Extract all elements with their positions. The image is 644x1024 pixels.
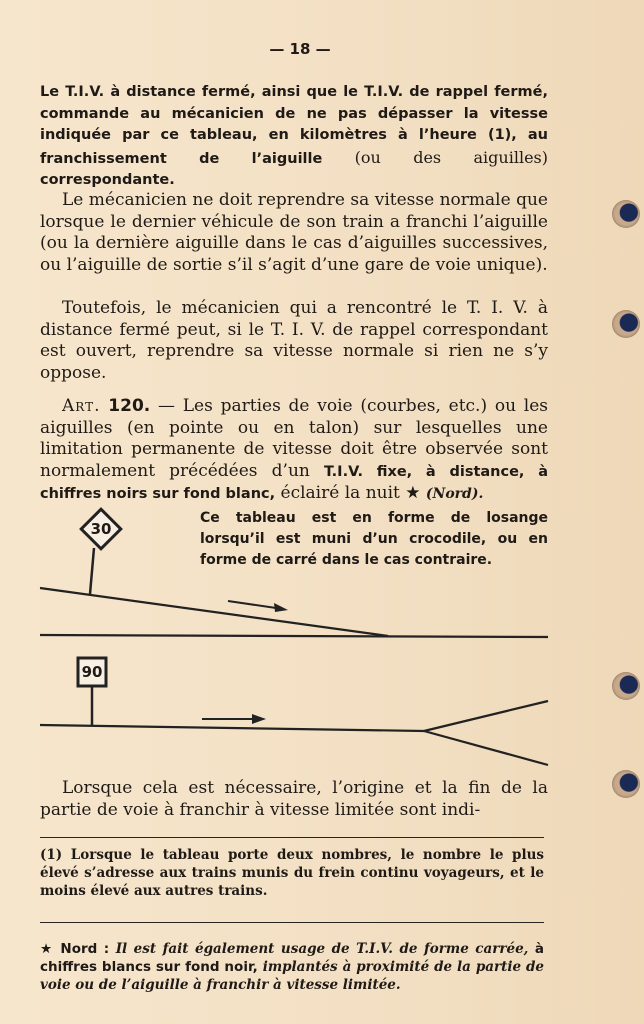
nord-text-2: implantés à proximité de la partie de voie ou de l’aiguille à franchir à vitesse limitée.	[40, 959, 545, 993]
article-number: 120.	[108, 396, 151, 416]
binder-hole	[612, 672, 640, 700]
footnote-divider	[40, 837, 544, 838]
article-bold: T.I.V. fixe, à distance, à chiffres noirs sur fond blanc,	[40, 463, 549, 502]
paragraph-lorsque: Lorsque cela est nécessaire, l’origine et la fin de la partie de voie à franchir à vitesse limitée sont indi-	[40, 778, 548, 820]
nord-bold: à chiffres blancs sur fond noir,	[40, 941, 544, 975]
paragraph-tiv-distance-end: correspondante.	[40, 172, 175, 188]
diagram-note: Ce tableau est en forme de losange lorsqu’il est muni d’un crocodile, ou en forme de carré dans le cas contraire.	[200, 510, 548, 568]
square-sign-value: 90	[81, 663, 103, 681]
main-track	[40, 635, 548, 637]
paragraph-tiv-distance-aside: (ou des aiguilles)	[354, 147, 548, 167]
square-sign-diagram	[40, 658, 548, 765]
article-text: — Les parties de voie (courbes, etc.) ou les aiguilles (en pointe ou en talon) sur lesquelles une limitation permanente de vitesse doit être observée sont normalement précédées d’un	[40, 396, 549, 481]
direction-arrow	[228, 601, 276, 608]
page-number: — 18 —	[269, 40, 331, 58]
footnote-1: (1) Lorsque le tableau porte deux nombres, le nombre le plus élevé s’adresse aux trains munis du frein continu voyageurs, et le moins élevé aux autres trains.	[40, 847, 544, 899]
binder-hole	[612, 770, 640, 798]
diverging-track	[40, 588, 388, 636]
binder-hole	[612, 200, 640, 228]
nord-divider	[40, 922, 544, 923]
nord-text-1: Il est fait également usage de T.I.V. de forme carrée,	[115, 941, 529, 957]
binder-hole	[612, 310, 640, 338]
nord-label: Nord :	[60, 941, 110, 957]
article-label: Art.	[62, 396, 101, 416]
nord-note	[40, 940, 544, 994]
article-text-2: éclairé la nuit	[280, 483, 400, 503]
nord-star-icon: ★	[40, 941, 54, 957]
paragraph-tiv-distance-text: Le T.I.V. à distance fermé, ainsi que le T.I.V. de rappel fermé, commande au mécanicien de ne pas dépasser la vitesse indiquée par ce tableau, en kilomètres à l’heure (1), au franchissement de l’aiguille	[40, 84, 548, 167]
paragraph-toutefois: Toutefois, le mécanicien qui a rencontré le T. I. V. à distance fermé peut, si le T. I. V. de rappel correspondant est ouvert, reprendre sa vitesse normale si rien ne s’y oppose.	[40, 298, 548, 383]
diamond-sign-diagram	[40, 509, 548, 637]
star-icon: ★	[405, 483, 421, 503]
diamond-sign-value: 30	[90, 520, 112, 538]
paragraph-mecanicien: Le mécanicien ne doit reprendre sa vitesse normale que lorsque le dernier véhicule de son train a franchi l’aiguille (ou la dernière aiguille dans le cas d’aiguilles successives, ou l’aiguille de sortie s’il s’agit d’une gare de voie unique).	[40, 190, 548, 275]
article-nord: (Nord).	[425, 486, 484, 502]
